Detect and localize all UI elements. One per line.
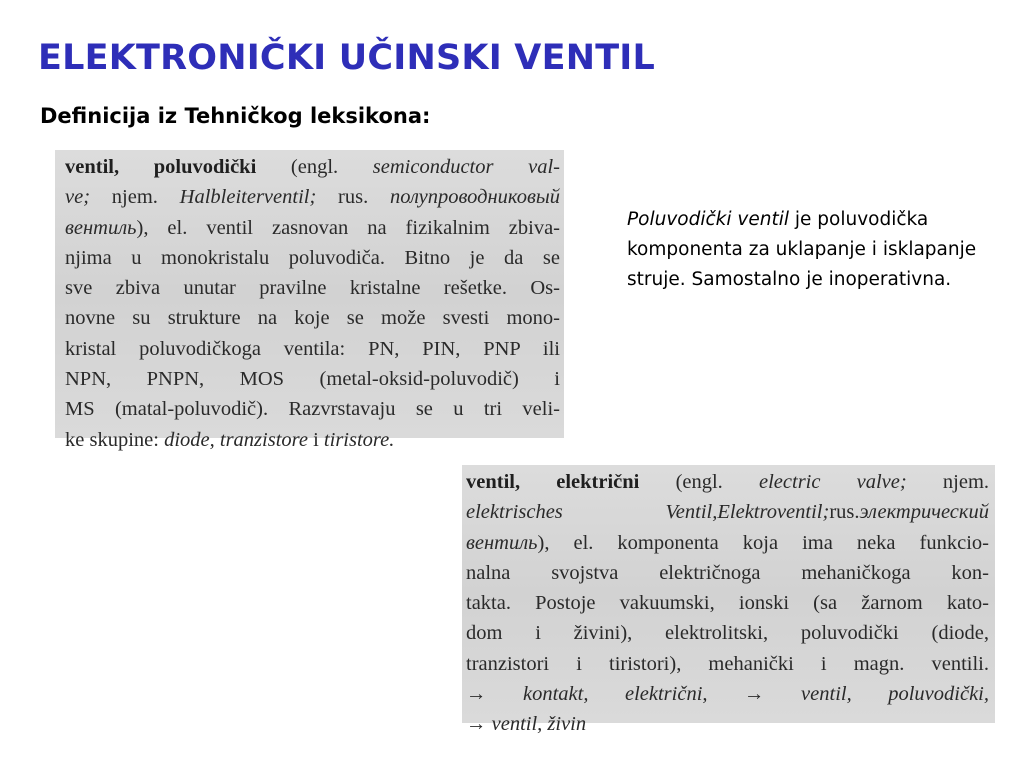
entry-line: njima u monokristalu poluvodiča. Bitno je da se — [65, 246, 560, 269]
entry-line: takta. Postoje vakuumski, ionski (sa žarnom kato- — [466, 592, 989, 615]
entry-line: MS (matal-poluvodič). Razvrstavaju se u tri veli- — [65, 398, 560, 421]
entry-line: tranzistori i tiristori), mehanički i magn. ventili. — [466, 652, 989, 675]
entry-headword: ventil, poluvodički — [65, 156, 257, 178]
entry-line — [466, 709, 989, 739]
entry-line: вентиль), el. komponenta koja ima neka funkcio- — [466, 531, 989, 554]
slide-title: ELEKTRONIČKI UČINSKI VENTIL — [38, 38, 655, 78]
entry-line: ventil, poluvodički (engl. semiconductor val- — [65, 156, 560, 178]
lexicon-entry-electric-valve — [462, 465, 995, 736]
entry-line — [466, 679, 989, 709]
cross-reference: → kontakt, električni, → ventil, poluvodički, — [466, 683, 989, 706]
entry-headword: ventil, električni — [466, 471, 640, 493]
definition-note — [627, 205, 987, 295]
slide-subtitle: Definicija iz Tehničkog leksikona: — [40, 104, 431, 128]
cross-reference: → ventil, živin — [466, 713, 587, 736]
entry-line: sve zbiva unutar pravilne kristalne rešetke. Os- — [65, 277, 560, 300]
entry-line: ve; njem. Halbleiterventil; rus. полупроводниковый — [65, 186, 560, 209]
entry-line: ke skupine: diode, tranzistore i tiristore. — [65, 428, 395, 451]
entry-line: dom i živini), elektrolitski, poluvodički (diode, — [466, 622, 989, 645]
entry-line: nalna svojstva električnoga mehaničkoga kon- — [466, 561, 989, 584]
note-term: Poluvodički ventil — [627, 209, 789, 230]
entry-line: elektrisches Ventil,Elektroventil;rus.электрический — [466, 501, 989, 524]
entry-line: вентиль), el. ventil zasnovan na fizikalnim zbiva- — [65, 216, 560, 239]
entry-line: ventil, električni (engl. electric valve; njem. — [466, 471, 989, 493]
lexicon-entry-semiconductor-valve — [55, 150, 564, 451]
entry-line: novne su strukture na koje se može svesti mono- — [65, 307, 560, 330]
note-text: je poluvodička komponenta za uklapanje i isklapanje struje. Samostalno je inoperativna. — [627, 209, 977, 290]
entry-line: kristal poluvodičkoga ventila: PN, PIN, PNP ili — [65, 337, 560, 360]
entry-line: NPN, PNPN, MOS (metal-oksid-poluvodič) i — [65, 368, 560, 391]
